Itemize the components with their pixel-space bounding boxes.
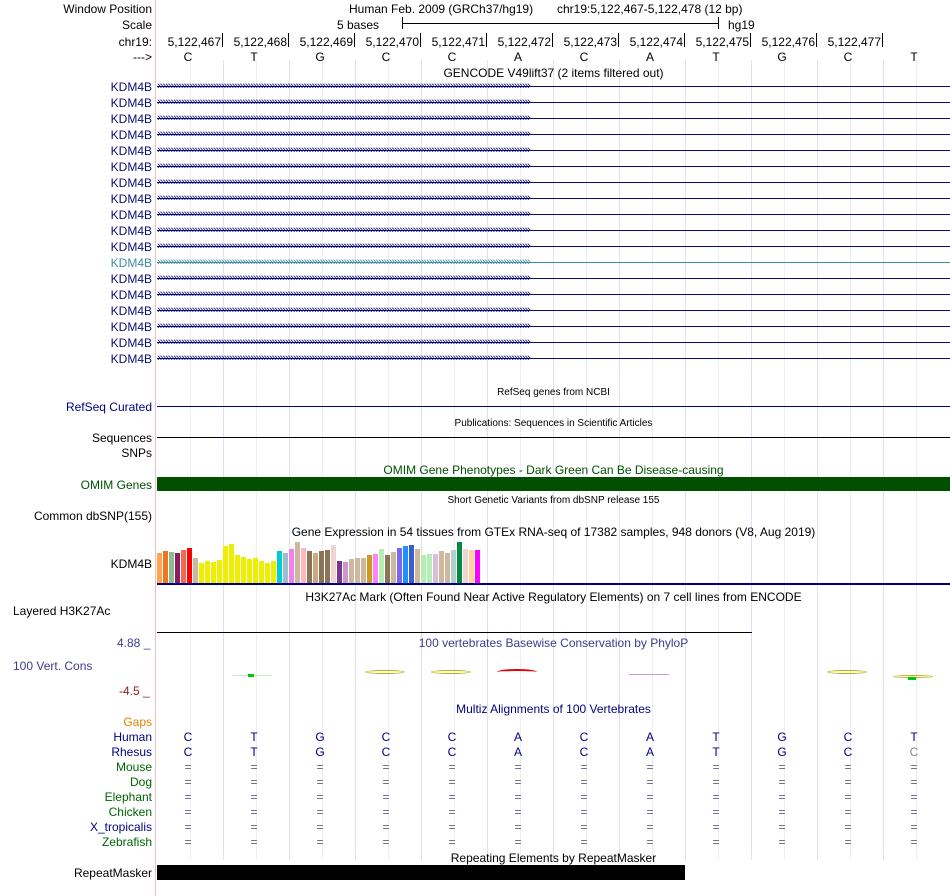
- gencode-item-label[interactable]: KDM4B: [110, 256, 152, 270]
- reference-base: G: [315, 50, 325, 64]
- alignment-base: =: [514, 790, 522, 804]
- alignment-base: =: [778, 760, 786, 774]
- strand-label: --->: [133, 50, 152, 64]
- alignment-base: =: [844, 760, 852, 774]
- gtex-tissue-bar[interactable]: [217, 560, 222, 583]
- alignment-base: =: [448, 775, 456, 789]
- reference-base: C: [447, 50, 457, 64]
- alignment-base: =: [778, 820, 786, 834]
- alignment-base: C: [183, 745, 193, 759]
- position-tick: [486, 33, 487, 47]
- alignment-base: =: [778, 805, 786, 819]
- gtex-label[interactable]: KDM4B: [110, 557, 152, 571]
- alignment-base: C: [381, 730, 391, 744]
- reference-base: T: [910, 50, 918, 64]
- alignment-base: =: [712, 835, 720, 849]
- dbsnp-label[interactable]: Common dbSNP(155): [33, 509, 152, 523]
- gtex-tissue-bar[interactable]: [319, 551, 324, 583]
- omim-feature-bar[interactable]: [157, 477, 950, 491]
- alignment-base: =: [646, 775, 654, 789]
- scale-assembly: hg19: [728, 18, 755, 32]
- gtex-tissue-bar[interactable]: [463, 549, 468, 583]
- gencode-strand-arrows: ››››››››››››››››››››››››››››››››››››››››››››››››››››››››››››››››››››››››››››››››››››››››››››››››››››››››››››››››››››››››››››››››››››››››››››: [157, 80, 530, 92]
- reference-base: G: [777, 50, 787, 64]
- alignment-base: =: [382, 775, 390, 789]
- alignment-base: =: [316, 760, 324, 774]
- alignment-base: =: [448, 805, 456, 819]
- gencode-item-label[interactable]: KDM4B: [110, 112, 152, 126]
- alignment-base: =: [184, 790, 192, 804]
- gencode-strand-arrows: ››››››››››››››››››››››››››››››››››››››››››››››››››››››››››››››››››››››››››››››››››››››››››››››››››››››››››››››››››››››››››››››››››››››››››››: [157, 352, 530, 364]
- alignment-base: =: [184, 775, 192, 789]
- refseq-label[interactable]: RefSeq Curated: [65, 400, 152, 414]
- alignment-base: =: [316, 820, 324, 834]
- gencode-strand-arrows: ››››››››››››››››››››››››››››››››››››››››››››››››››››››››››››››››››››››››››››››››››››››››››››››››››››››››››››››››››››››››››››››››››››››››››››: [157, 336, 530, 348]
- alignment-base: =: [448, 835, 456, 849]
- alignment-base: =: [316, 835, 324, 849]
- position-tick: [618, 33, 619, 47]
- dbsnp-track-title[interactable]: Short Genetic Variants from dbSNP release 155: [447, 495, 660, 506]
- conservation-label[interactable]: 100 Vert. Cons: [13, 659, 93, 673]
- gtex-tissue-bar[interactable]: [277, 551, 282, 583]
- position-label: 5,122,470: [365, 35, 419, 49]
- gtex-tissue-bar[interactable]: [223, 546, 228, 583]
- conservation-mark: [629, 674, 669, 675]
- gtex-tissue-bar[interactable]: [331, 545, 336, 583]
- alignment-base: C: [447, 730, 457, 744]
- gtex-tissue-bar[interactable]: [265, 563, 270, 583]
- position-tick: [420, 33, 421, 47]
- gencode-item-label[interactable]: KDM4B: [110, 240, 152, 254]
- alignment-base: =: [712, 760, 720, 774]
- reference-base: A: [513, 50, 522, 64]
- alignment-base: =: [580, 775, 588, 789]
- gtex-tissue-bar[interactable]: [457, 542, 462, 583]
- alignment-base: =: [514, 805, 522, 819]
- publications-feature-line[interactable]: [157, 437, 950, 438]
- position-tick: [816, 33, 817, 47]
- alignment-base: T: [712, 745, 720, 759]
- position-tick: [684, 33, 685, 47]
- alignment-base: A: [513, 745, 522, 759]
- gencode-strand-arrows: ››››››››››››››››››››››››››››››››››››››››››››››››››››››››››››››››››››››››››››››››››››››››››››››››››››››››››››››››››››››››››››››››››››››››››››: [157, 320, 530, 332]
- alignment-base: A: [645, 745, 654, 759]
- gtex-tissue-bar[interactable]: [253, 558, 258, 583]
- alignment-base: =: [382, 760, 390, 774]
- conservation-max-value: 4.88 _: [117, 636, 151, 650]
- gtex-tissue-bar[interactable]: [385, 555, 390, 583]
- gtex-tissue-bar[interactable]: [349, 559, 354, 583]
- position-label: 5,122,473: [563, 35, 617, 49]
- reference-base: T: [712, 50, 720, 64]
- gencode-item-label[interactable]: KDM4B: [110, 336, 152, 350]
- scale-label: Scale: [121, 18, 152, 32]
- conservation-mark: [827, 670, 867, 674]
- gtex-tissue-bar[interactable]: [271, 561, 276, 583]
- gtex-tissue-bar[interactable]: [379, 549, 384, 583]
- gtex-tissue-bar[interactable]: [445, 553, 450, 583]
- alignment-base: C: [843, 745, 853, 759]
- alignment-base: =: [250, 805, 258, 819]
- alignment-base: =: [712, 775, 720, 789]
- refseq-track-title[interactable]: RefSeq genes from NCBI: [497, 387, 610, 398]
- gencode-item-label[interactable]: KDM4B: [110, 80, 152, 94]
- alignment-base: T: [712, 730, 720, 744]
- h3k27ac-track-title[interactable]: H3K27Ac Mark (Often Found Near Active Regulatory Elements) on 7 cell lines from ENCODE: [305, 590, 802, 604]
- gencode-item-label[interactable]: KDM4B: [110, 128, 152, 142]
- gtex-tissue-bar[interactable]: [247, 559, 252, 583]
- gtex-tissue-bar[interactable]: [427, 554, 432, 583]
- alignment-base: =: [646, 820, 654, 834]
- alignment-base: =: [448, 790, 456, 804]
- position-label: 5,122,469: [299, 35, 353, 49]
- alignment-base: =: [844, 775, 852, 789]
- species-label-dog[interactable]: Dog: [129, 775, 152, 789]
- alignment-base: =: [250, 775, 258, 789]
- alignment-base: =: [514, 775, 522, 789]
- gencode-item-label[interactable]: KDM4B: [110, 160, 152, 174]
- gencode-item-label[interactable]: KDM4B: [110, 224, 152, 238]
- gtex-tissue-bar[interactable]: [343, 562, 348, 583]
- gencode-item-label[interactable]: KDM4B: [110, 176, 152, 190]
- position-tick: [750, 33, 751, 47]
- conservation-mark: [497, 669, 537, 675]
- conservation-mark: [365, 670, 405, 674]
- position-label: 5,122,477: [827, 35, 881, 49]
- alignment-base: =: [580, 790, 588, 804]
- alignment-base: =: [712, 820, 720, 834]
- position-info: chr19:5,122,467-5,122,478 (12 bp): [557, 2, 743, 16]
- gencode-item-label[interactable]: KDM4B: [110, 352, 152, 366]
- repeatmasker-label[interactable]: RepeatMasker: [73, 866, 152, 880]
- gtex-tissue-bar[interactable]: [355, 558, 360, 583]
- omim-track-title[interactable]: OMIM Gene Phenotypes - Dark Green Can Be Disease-causing: [383, 463, 724, 477]
- scale-bar: [402, 17, 719, 29]
- gencode-strand-arrows: ››››››››››››››››››››››››››››››››››››››››››››››››››››››››››››››››››››››››››››››››››››››››››››››››››››››››››››››››››››››››››››››››››››››››››››: [157, 176, 530, 188]
- gtex-tissue-bar[interactable]: [433, 554, 438, 583]
- alignment-base: C: [579, 745, 589, 759]
- gtex-tissue-bar[interactable]: [367, 555, 372, 583]
- position-tick: [222, 33, 223, 47]
- gtex-tissue-bar[interactable]: [301, 548, 306, 583]
- gencode-item-label[interactable]: KDM4B: [110, 320, 152, 334]
- alignment-base: =: [712, 790, 720, 804]
- position-tick: [882, 33, 883, 47]
- alignment-base: =: [646, 805, 654, 819]
- alignment-base: =: [844, 820, 852, 834]
- gaps-label[interactable]: Gaps: [123, 715, 152, 729]
- gtex-tissue-bar[interactable]: [181, 550, 186, 583]
- species-label-rhesus[interactable]: Rhesus: [111, 745, 152, 759]
- alignment-base: C: [447, 745, 457, 759]
- gtex-tissue-bar[interactable]: [475, 550, 480, 583]
- gencode-strand-arrows: ››››››››››››››››››››››››››››››››››››››››››››››››››››››››››››››››››››››››››››››››››››››››››››››››››››››››››››››››››››››››››››››››››››››››››››: [157, 240, 530, 252]
- reference-base: A: [645, 50, 654, 64]
- omim-label[interactable]: OMIM Genes: [80, 478, 152, 492]
- gtex-tissue-bar[interactable]: [451, 550, 456, 583]
- gencode-strand-arrows: ››››››››››››››››››››››››››››››››››››››››››››››››››››››››››››››››››››››››››››››››››››››››››››››››››››››››››››››››››››››››››››››››››››››››››››: [157, 192, 530, 204]
- gtex-tissue-bar[interactable]: [409, 545, 414, 583]
- reference-base: C: [183, 50, 193, 64]
- alignment-base: A: [513, 730, 522, 744]
- gtex-tissue-bar[interactable]: [175, 553, 180, 583]
- alignment-base: G: [315, 745, 325, 759]
- gtex-tissue-bar[interactable]: [313, 553, 318, 583]
- repeatmasker-element[interactable]: [157, 865, 685, 880]
- gencode-track-title[interactable]: GENCODE V49lift37 (2 items filtered out): [443, 66, 664, 80]
- alignment-base: =: [844, 805, 852, 819]
- gtex-tissue-bar[interactable]: [397, 548, 402, 583]
- gtex-tissue-bar[interactable]: [469, 550, 474, 583]
- gtex-tissue-bar[interactable]: [337, 561, 342, 583]
- alignment-base: =: [646, 790, 654, 804]
- alignment-base: =: [184, 820, 192, 834]
- gencode-item-label[interactable]: KDM4B: [110, 288, 152, 302]
- alignment-base: G: [315, 730, 325, 744]
- alignment-base: A: [645, 730, 654, 744]
- gencode-strand-arrows: ››››››››››››››››››››››››››››››››››››››››››››››››››››››››››››››››››››››››››››››››››››››››››››››››››››››››››››››››››››››››››››››››››››››››››››: [157, 144, 530, 156]
- gencode-item-label[interactable]: KDM4B: [110, 144, 152, 158]
- alignment-base: T: [250, 745, 258, 759]
- position-label: 5,122,467: [167, 35, 221, 49]
- conservation-track-title[interactable]: 100 vertebrates Basewise Conservation by PhyloP: [418, 636, 689, 650]
- h3k27ac-label[interactable]: Layered H3K27Ac: [13, 604, 111, 618]
- alignment-base: =: [382, 790, 390, 804]
- alignment-base: =: [910, 805, 918, 819]
- gencode-item-label[interactable]: KDM4B: [110, 192, 152, 206]
- species-label-mouse[interactable]: Mouse: [115, 760, 152, 774]
- gencode-strand-arrows: ››››››››››››››››››››››››››››››››››››››››››››››››››››››››››››››››››››››››››››››››››››››››››››››››››››››››››››››››››››››››››››››››››››››››››››: [157, 208, 530, 220]
- alignment-base: =: [514, 760, 522, 774]
- snps-label[interactable]: SNPs: [121, 446, 152, 460]
- position-label: 5,122,476: [761, 35, 815, 49]
- alignment-base: =: [316, 805, 324, 819]
- alignment-base: =: [250, 820, 258, 834]
- reference-base: C: [381, 50, 391, 64]
- alignment-base: =: [646, 760, 654, 774]
- alignment-base: =: [778, 775, 786, 789]
- position-tick: [288, 33, 289, 47]
- reference-base: C: [579, 50, 589, 64]
- gencode-strand-arrows: ››››››››››››››››››››››››››››››››››››››››››››››››››››››››››››››››››››››››››››››››››››››››››››››››››››››››››››››››››››››››››››››››››››››››››››: [157, 256, 530, 268]
- species-label-zebrafish[interactable]: Zebrafish: [101, 835, 152, 849]
- gtex-tissue-bar[interactable]: [157, 553, 162, 583]
- position-label: 5,122,475: [695, 35, 749, 49]
- alignment-base: =: [844, 790, 852, 804]
- gtex-tissue-bar[interactable]: [163, 551, 168, 583]
- alignment-base: =: [316, 775, 324, 789]
- gtex-tissue-bar[interactable]: [187, 548, 192, 583]
- conservation-mark: [248, 674, 254, 677]
- gencode-strand-arrows: ››››››››››››››››››››››››››››››››››››››››››››››››››››››››››››››››››››››››››››››››››››››››››››››››››››››››››››››››››››››››››››››››››››››››››››: [157, 224, 530, 236]
- gencode-item-label[interactable]: KDM4B: [110, 96, 152, 110]
- window-position-label: Window Position: [63, 2, 152, 16]
- alignment-base: =: [316, 790, 324, 804]
- alignment-base: =: [580, 835, 588, 849]
- gtex-tissue-bar[interactable]: [307, 551, 312, 583]
- gencode-strand-arrows: ››››››››››››››››››››››››››››››››››››››››››››››››››››››››››››››››››››››››››››››››››››››››››››››››››››››››››››››››››››››››››››››››››››››››››››: [157, 112, 530, 124]
- gencode-strand-arrows: ››››››››››››››››››››››››››››››››››››››››››››››››››››››››››››››››››››››››››››››››››››››››››››››››››››››››››››››››››››››››››››››››››››››››››››: [157, 304, 530, 316]
- position-tick: [354, 33, 355, 47]
- gtex-tissue-bar[interactable]: [169, 552, 174, 583]
- alignment-base: =: [250, 790, 258, 804]
- gtex-track-title[interactable]: Gene Expression in 54 tissues from GTEx RNA-seq of 17382 samples, 948 donors (V8, Aug 2019): [291, 525, 816, 539]
- gencode-item-label[interactable]: KDM4B: [110, 272, 152, 286]
- gtex-tissue-bar[interactable]: [205, 561, 210, 583]
- gencode-strand-arrows: ››››››››››››››››››››››››››››››››››››››››››››››››››››››››››››››››››››››››››››››››››››››››››››››››››››››››››››››››››››››››››››››››››››››››››››: [157, 272, 530, 284]
- gtex-tissue-bar[interactable]: [403, 546, 408, 583]
- gencode-item-label[interactable]: KDM4B: [110, 208, 152, 222]
- species-label-x_tropicalis[interactable]: X_tropicalis: [89, 820, 152, 834]
- position-label: 5,122,472: [497, 35, 551, 49]
- alignment-base: =: [580, 760, 588, 774]
- gtex-tissue-bar[interactable]: [421, 555, 426, 583]
- alignment-base: =: [448, 820, 456, 834]
- gtex-tissue-bar[interactable]: [361, 558, 366, 583]
- alignment-base: C: [381, 745, 391, 759]
- chrom-label: chr19:: [118, 35, 152, 49]
- alignment-base: =: [382, 835, 390, 849]
- alignment-base: C: [843, 730, 853, 744]
- gencode-strand-arrows: ››››››››››››››››››››››››››››››››››››››››››››››››››››››››››››››››››››››››››››››››››››››››››››››››››››››››››››››››››››››››››››››››››››››››››››: [157, 128, 530, 140]
- alignment-base: T: [250, 730, 258, 744]
- alignment-base: =: [250, 760, 258, 774]
- alignment-base: =: [184, 835, 192, 849]
- gtex-tissue-bar[interactable]: [373, 554, 378, 583]
- alignment-base: =: [250, 835, 258, 849]
- alignment-base: =: [712, 805, 720, 819]
- gtex-tissue-bar[interactable]: [283, 553, 288, 583]
- gtex-tissue-bar[interactable]: [415, 549, 420, 583]
- gtex-baseline: [157, 583, 950, 585]
- species-label-human[interactable]: Human: [113, 730, 152, 744]
- publications-label[interactable]: Sequences: [91, 431, 152, 445]
- assembly-info: Human Feb. 2009 (GRCh37/hg19): [349, 2, 534, 16]
- reference-base: T: [250, 50, 258, 64]
- alignment-base: =: [910, 775, 918, 789]
- alignment-base: =: [448, 760, 456, 774]
- gencode-item-label[interactable]: KDM4B: [110, 304, 152, 318]
- position-label: 5,122,471: [431, 35, 485, 49]
- alignment-base: =: [778, 790, 786, 804]
- alignment-base: =: [514, 835, 522, 849]
- alignment-base: =: [910, 760, 918, 774]
- alignment-base: =: [910, 790, 918, 804]
- gencode-strand-arrows: ››››››››››››››››››››››››››››››››››››››››››››››››››››››››››››››››››››››››››››››››››››››››››››››››››››››››››››››››››››››››››››››››››››››››››››: [157, 96, 530, 108]
- gtex-tissue-bar[interactable]: [295, 542, 300, 583]
- alignment-base: =: [580, 805, 588, 819]
- repeatmasker-track-title[interactable]: Repeating Elements by RepeatMasker: [450, 851, 657, 865]
- alignment-base: G: [777, 730, 787, 744]
- scale-bar-text: 5 bases: [337, 18, 380, 32]
- alignment-base: T: [910, 730, 918, 744]
- conservation-mark: [431, 670, 471, 674]
- alignment-base: =: [184, 805, 192, 819]
- species-label-chicken[interactable]: Chicken: [108, 805, 152, 819]
- alignment-base: G: [777, 745, 787, 759]
- alignment-base: =: [382, 820, 390, 834]
- gtex-tissue-bar[interactable]: [229, 544, 234, 583]
- alignment-base: =: [184, 760, 192, 774]
- gtex-tissue-bar[interactable]: [235, 555, 240, 583]
- h3k27ac-baseline: [157, 632, 752, 633]
- gtex-tissue-bar[interactable]: [211, 562, 216, 583]
- alignment-base: =: [646, 835, 654, 849]
- alignment-base: =: [910, 820, 918, 834]
- position-label: 5,122,474: [629, 35, 683, 49]
- position-tick: [552, 33, 553, 47]
- gtex-tissue-bar[interactable]: [193, 558, 198, 583]
- gtex-tissue-bar[interactable]: [259, 561, 264, 583]
- position-label: 5,122,468: [233, 35, 287, 49]
- gtex-tissue-bar[interactable]: [289, 549, 294, 583]
- multiz-track-title[interactable]: Multiz Alignments of 100 Vertebrates: [456, 702, 651, 716]
- gtex-tissue-bar[interactable]: [391, 552, 396, 583]
- alignment-base: =: [910, 835, 918, 849]
- alignment-base: =: [382, 805, 390, 819]
- gencode-strand-arrows: ››››››››››››››››››››››››››››››››››››››››››››››››››››››››››››››››››››››››››››››››››››››››››››››››››››››››››››››››››››››››››››››››››››››››››››: [157, 288, 530, 300]
- conservation-mark: [908, 677, 916, 680]
- alignment-base: C: [909, 745, 919, 759]
- reference-base: C: [843, 50, 853, 64]
- gtex-tissue-bar[interactable]: [325, 550, 330, 583]
- gencode-strand-arrows: ››››››››››››››››››››››››››››››››››››››››››››››››››››››››››››››››››››››››››››››››››››››››››››››››››››››››››››››››››››››››››››››››››››››››››››: [157, 160, 530, 172]
- alignment-base: =: [580, 820, 588, 834]
- alignment-base: =: [844, 835, 852, 849]
- track-label-divider: [155, 0, 156, 896]
- alignment-base: =: [514, 820, 522, 834]
- refseq-feature-line[interactable]: [157, 406, 950, 407]
- alignment-base: C: [183, 730, 193, 744]
- conservation-min-value: -4.5 _: [119, 684, 150, 698]
- species-label-elephant[interactable]: Elephant: [104, 790, 152, 804]
- alignment-base: C: [579, 730, 589, 744]
- alignment-base: =: [778, 835, 786, 849]
- publications-track-title[interactable]: Publications: Sequences in Scientific Articles: [454, 418, 653, 429]
- gtex-tissue-bar[interactable]: [439, 551, 444, 583]
- gtex-tissue-bar[interactable]: [199, 563, 204, 583]
- gtex-tissue-bar[interactable]: [241, 557, 246, 583]
